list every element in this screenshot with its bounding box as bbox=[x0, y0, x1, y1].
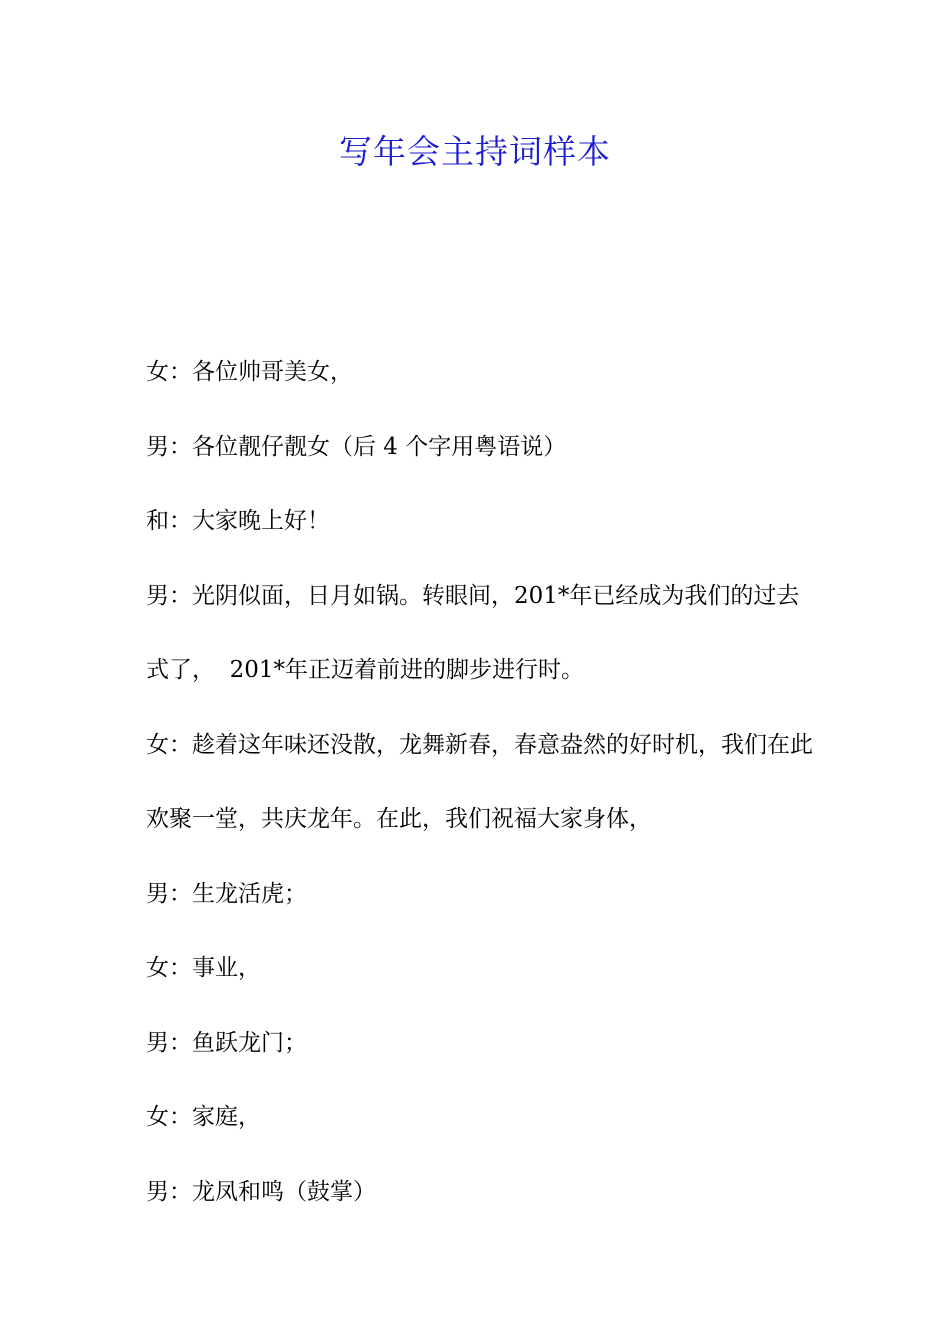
document-title: 写年会主持词样本 bbox=[339, 132, 611, 171]
script-line: 男：生龙活虎； bbox=[146, 880, 307, 907]
script-line: 女：事业， bbox=[146, 955, 261, 981]
script-line: 男：龙凤和鸣（鼓掌） bbox=[146, 1178, 376, 1205]
script-line: 男：鱼跃龙门； bbox=[146, 1029, 307, 1056]
script-line: 女：各位帅哥美女， bbox=[146, 359, 353, 385]
script-body bbox=[146, 335, 816, 1229]
script-line: 女：趁着这年味还没散，龙舞新春，春意盎然的好时机，我们在此欢聚一堂，共庆龙年。在此，我们祝福大家身体， bbox=[146, 731, 813, 832]
script-line: 男：光阴似面，日月如锅。转眼间，201*年已经成为我们的过去式了， 201*年正迈着前进的脚步进行时。 bbox=[146, 582, 800, 683]
script-line: 男：各位靓仔靓女（后 4 个字用粤语说） bbox=[146, 433, 567, 460]
script-line: 女：家庭， bbox=[146, 1104, 261, 1130]
script-line: 和：大家晚上好！ bbox=[146, 508, 330, 534]
